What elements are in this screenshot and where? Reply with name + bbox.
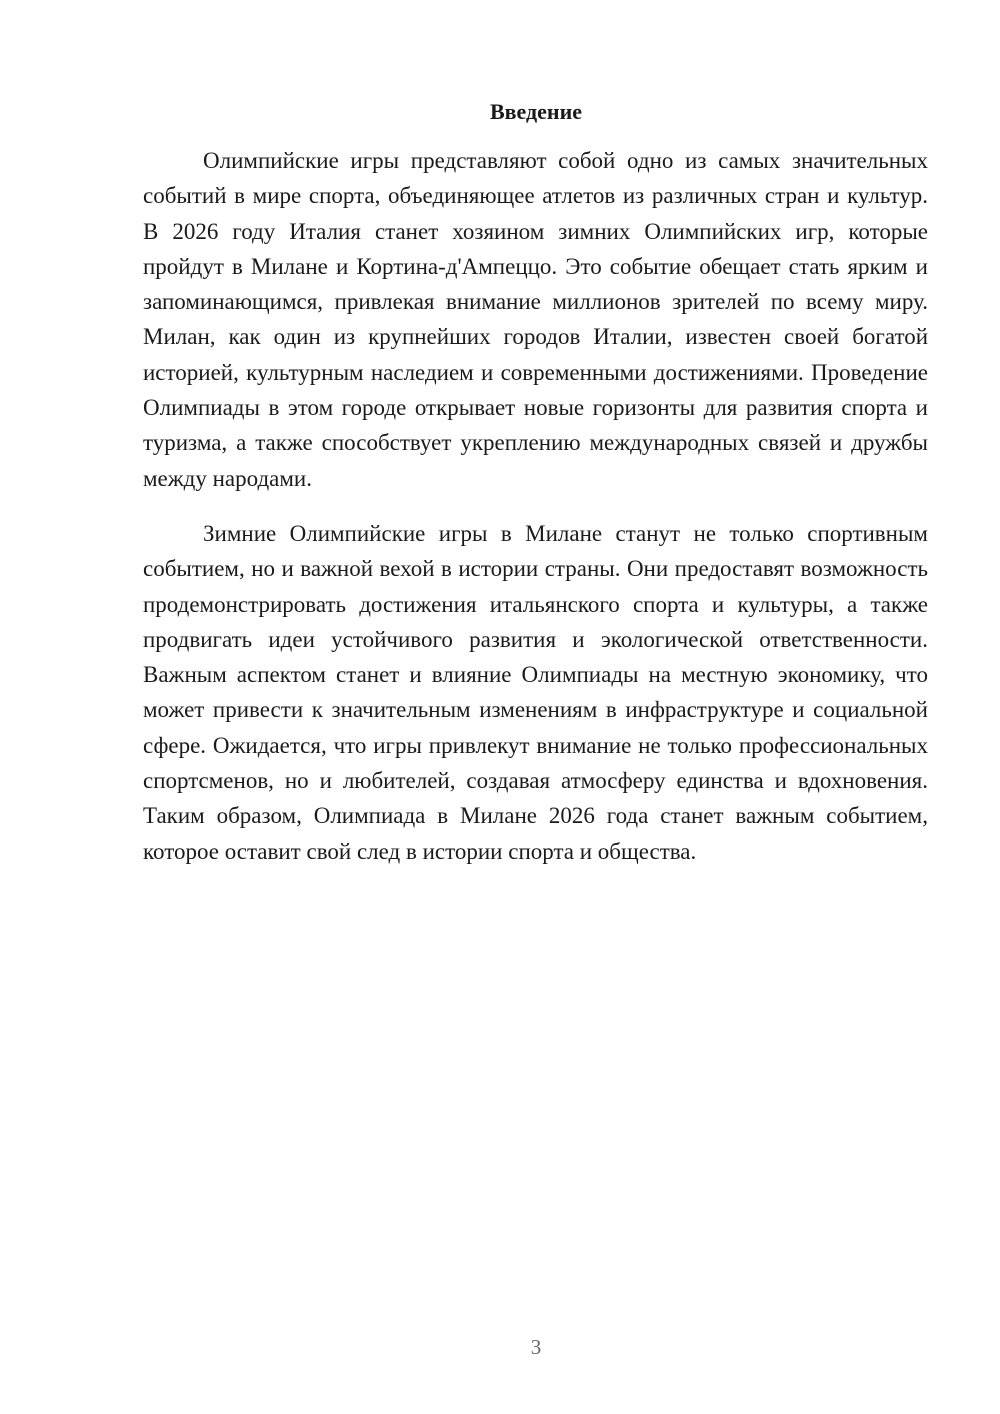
section-heading: Введение (489, 99, 583, 124)
body-text (143, 143, 928, 869)
page-number: 3 (530, 1335, 542, 1359)
paragraph-2: Зимние Олимпийские игры в Милане станут не только спортивным событием, но и важной вехой в истории страны. Они предоставят возможность продемонстрировать достижения итальянского спорта и культуры, а также продвигать идеи устойчивого развития и экологической ответственности. Важным аспектом станет и влияние Олимпиады на местную экономику, что может привести к значительным изменениям в инфраструктуре и социальной сфере. Ожидается, что игры привлекут внимание не только профессиональных спортсменов, но и любителей, создавая атмосферу единства и вдохновения. Таким образом, Олимпиада в Милане 2026 года станет важным событием, которое оставит свой след в истории спорта и общества. (143, 520, 928, 864)
paragraph-1: Олимпийские игры представляют собой одно из самых значительных событий в мире спорта, объединяющее атлетов из различных стран и культур. В 2026 году Италия станет хозяином зимних Олимпийских игр, которые пройдут в Милане и Кортина-д'Ампеццо. Это событие обещает стать ярким и запоминающимся, привлекая внимание миллионов зрителей по всему миру. Милан, как один из крупнейших городов Италии, известен своей богатой историей, культурным наследием и современными достижениями. Проведение Олимпиады в этом городе открывает новые горизонты для развития спорта и туризма, а также способствует укреплению международных связей и дружбы между народами. (143, 148, 928, 491)
